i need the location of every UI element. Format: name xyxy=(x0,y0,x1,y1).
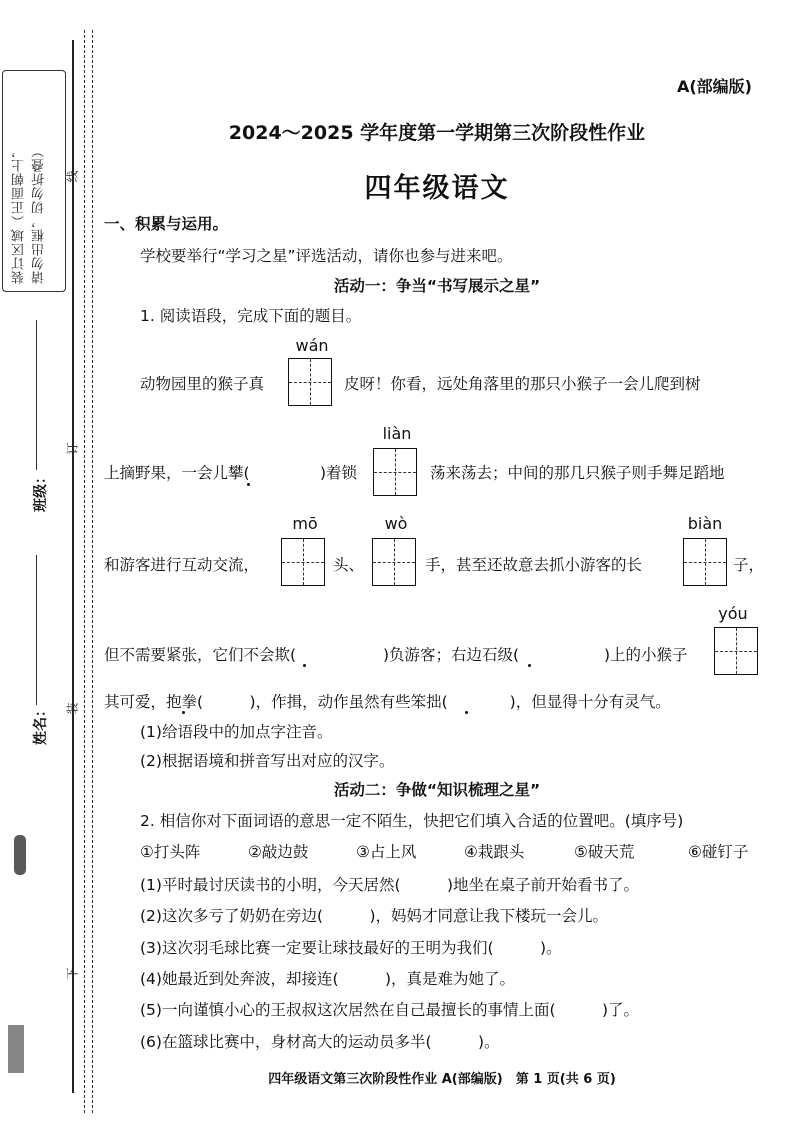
subject-title: 四年级语文 xyxy=(364,173,510,204)
passage-line3a: 和游客进行互动交流， xyxy=(104,556,260,574)
fill-item-6: (6)在篮球比赛中，身材高大的运动员多半( )。 xyxy=(140,1033,500,1051)
emphasis-dot-ji xyxy=(528,664,531,667)
cut-word-xian: 线 xyxy=(65,170,80,183)
q1-sub2: (2)根据语境和拼音写出对应的汉字。 xyxy=(140,752,395,770)
page-footer: 四年级语文第三次阶段性作业 A(部编版) 第 1 页(共 6 页) xyxy=(268,1072,616,1087)
passage-line4a: 但不需要紧张，它们不会欺( xyxy=(104,646,297,664)
q2-prompt: 2. 相信你对下面词语的意思一定不陌生，快把它们填入合适的位置吧。(填序号) xyxy=(140,812,684,830)
option-5: ⑤破天荒 xyxy=(574,843,635,861)
fill-item-5: (5)一向谨慎小心的王叔叔这次居然在自己最擅长的事情上面( )了。 xyxy=(140,1001,640,1019)
passage-line2a: 上摘野果，一会儿攀( xyxy=(104,464,250,482)
class-fill-line[interactable] xyxy=(36,320,37,470)
scan-barcode-mark xyxy=(8,1025,24,1073)
option-3: ③占上风 xyxy=(356,843,417,861)
cut-word-zhuang: 装 xyxy=(65,702,80,715)
pinyin-mo: mō xyxy=(292,514,318,533)
class-label: 班级： xyxy=(33,470,49,512)
passage-line4c: )上的小猴子 xyxy=(604,646,688,664)
option-1: ①打头阵 xyxy=(140,843,201,861)
passage-line3c: 手，甚至还故意去抓小游客的长 xyxy=(425,556,643,574)
pinyin-wo: wò xyxy=(384,514,408,533)
char-grid-lian[interactable] xyxy=(373,448,417,496)
passage-line5: 其可爱，抱拳( )，作揖，动作虽然有些笨拙( )，但显得十分有灵气。 xyxy=(104,693,671,711)
edition-label: A(部编版) xyxy=(676,77,752,96)
section1-heading: 一、积累与运用。 xyxy=(104,215,229,233)
section1-intro: 学校要举行“学习之星”评选活动，请你也参与进来吧。 xyxy=(140,247,513,265)
fill-item-3: (3)这次羽毛球比赛一定要让球技最好的王明为我们( )。 xyxy=(140,939,562,957)
name-fill-line[interactable] xyxy=(36,555,37,705)
fill-item-1: (1)平时最讨厌读书的小明，今天居然( )地坐在桌子前开始看书了。 xyxy=(140,876,640,894)
pinyin-lian: liàn xyxy=(382,424,412,443)
char-grid-wo[interactable] xyxy=(372,538,416,586)
passage-line2c: 荡来荡去；中间的那几只猴子则手舞足蹈地 xyxy=(430,464,725,482)
passage-line4b: )负游客；右边石级( xyxy=(383,646,520,664)
binding-notice-line1: 装订区域（正面朝上， xyxy=(12,144,27,284)
char-grid-you[interactable] xyxy=(714,627,758,675)
scan-mark xyxy=(14,835,26,875)
pinyin-you: yóu xyxy=(718,604,748,623)
pinyin-bian: biàn xyxy=(687,514,723,533)
activity2-heading: 活动二：争做“知识梳理之星” xyxy=(333,781,541,799)
exam-title: 2024～2025 学年度第一学期第三次阶段性作业 xyxy=(228,122,646,144)
emphasis-dot-zhuo xyxy=(465,711,468,714)
emphasis-dot-qi xyxy=(303,664,306,667)
cut-word-xia: 下 xyxy=(65,967,80,980)
char-grid-bian[interactable] xyxy=(683,538,727,586)
q1-sub1: (1)给语段中的加点字注音。 xyxy=(140,723,333,741)
char-grid-mo[interactable] xyxy=(281,538,325,586)
emphasis-dot-quan xyxy=(182,711,185,714)
q1-prompt: 1. 阅读语段，完成下面的题目。 xyxy=(140,307,362,325)
passage-line3b: 头、 xyxy=(333,556,365,574)
fill-item-4: (4)她最近到处奔波，却接连( )，真是难为她了。 xyxy=(140,970,516,988)
pinyin-wan: wán xyxy=(295,336,329,355)
cut-word-ding: 订 xyxy=(65,442,80,455)
passage-line2b: )着锁 xyxy=(320,464,358,482)
passage-line1a: 动物园里的猴子真 xyxy=(140,375,265,393)
activity1-heading: 活动一：争当“书写展示之星” xyxy=(333,277,541,295)
name-label: 姓名： xyxy=(33,703,49,745)
option-6: ⑥碰钉子 xyxy=(688,843,749,861)
emphasis-dot-pan xyxy=(247,483,250,486)
char-grid-wan[interactable] xyxy=(288,358,332,406)
binding-notice-line2: 请勿出框，切勿折叠） xyxy=(32,144,47,284)
fill-item-2: (2)这次多亏了奶奶在旁边( )，妈妈才同意让我下楼玩一会儿。 xyxy=(140,907,609,925)
option-2: ②敲边鼓 xyxy=(248,843,309,861)
option-4: ④栽跟头 xyxy=(464,843,525,861)
passage-line1b: 皮呀！你看，远处角落里的那只小猴子一会儿爬到树 xyxy=(344,375,701,393)
passage-line3d: 子， xyxy=(733,556,765,574)
